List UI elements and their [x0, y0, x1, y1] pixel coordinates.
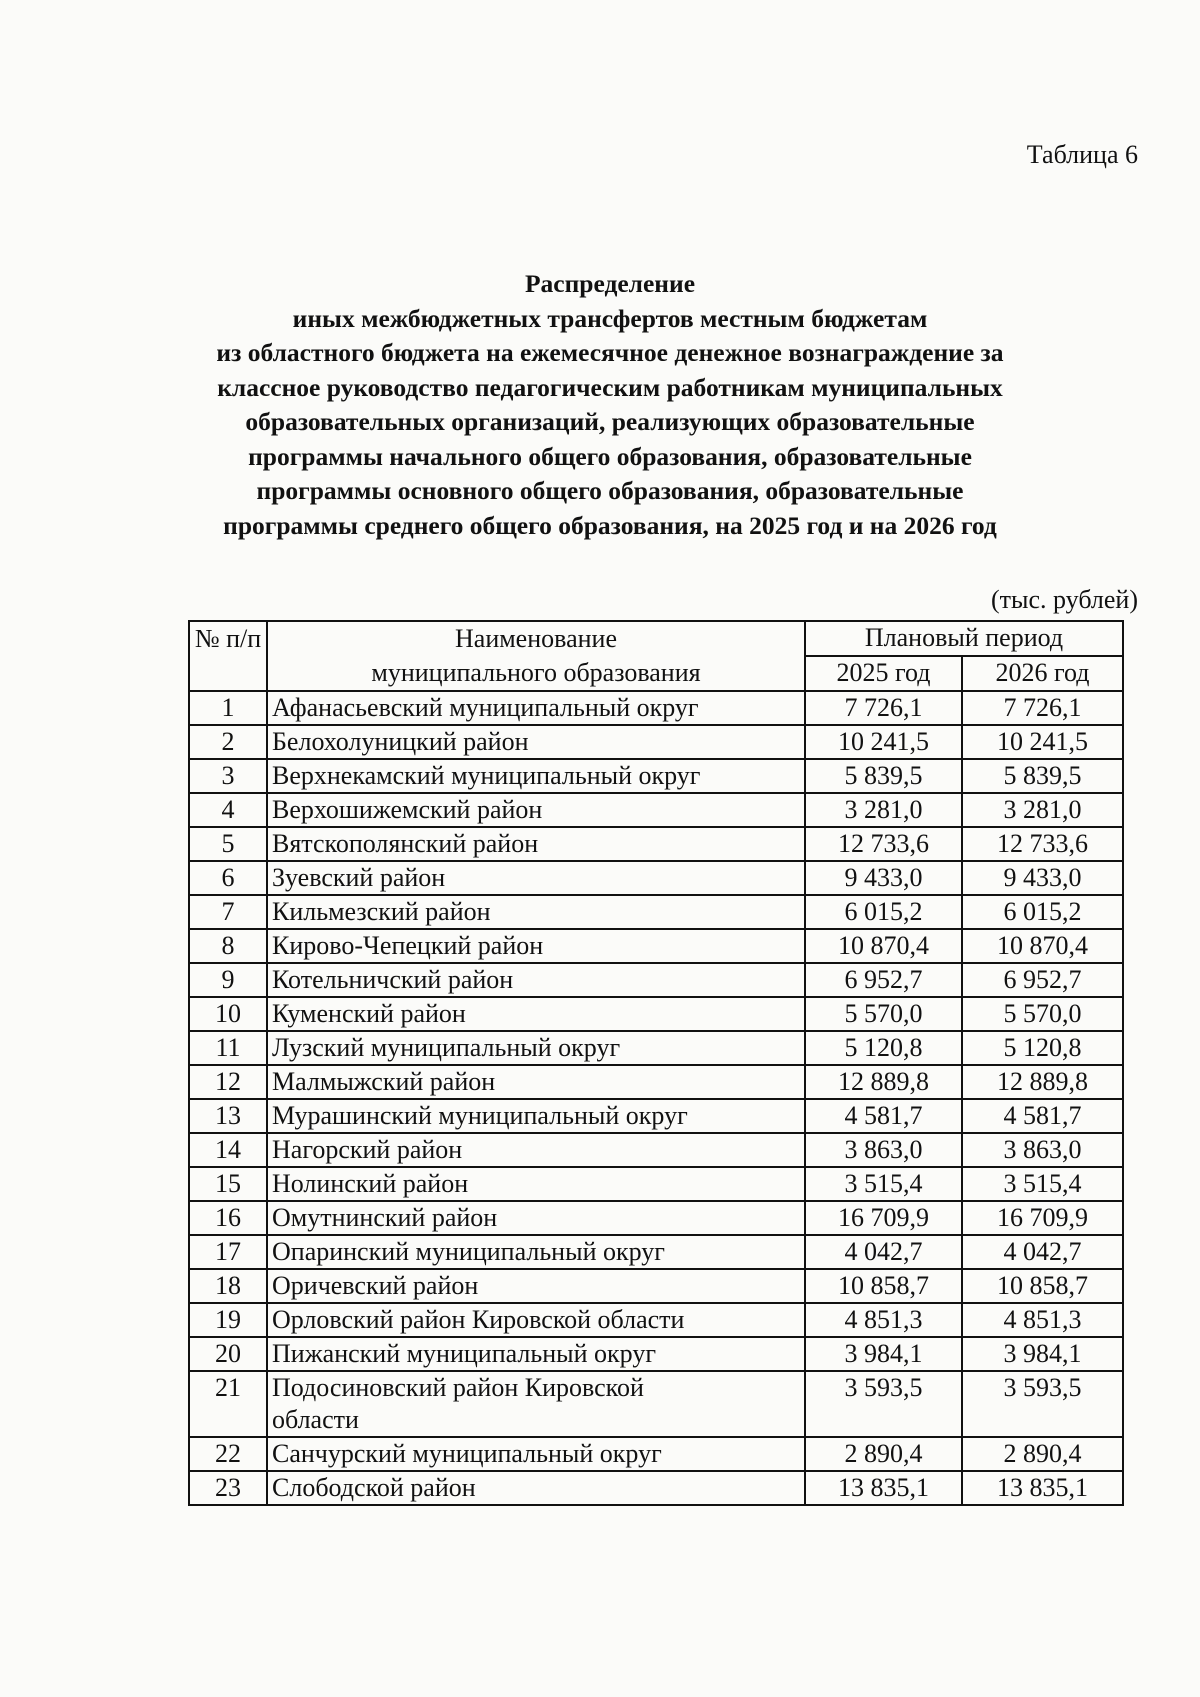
- title-line: программы основного общего образования, образовательные: [256, 476, 964, 505]
- municipality-name: Зуевский район: [267, 861, 805, 895]
- header-name-line2: муниципального образования: [371, 658, 701, 687]
- municipality-name: Кильмезский район: [267, 895, 805, 929]
- header-name: [267, 621, 805, 691]
- value-2025: 3 281,0: [805, 793, 962, 827]
- municipality-name: Орловский район Кировской области: [267, 1303, 805, 1337]
- header-number-text: № п/п: [194, 624, 262, 653]
- row-number: 7: [189, 895, 267, 929]
- value-2026: 10 241,5: [962, 725, 1123, 759]
- value-2026: 10 870,4: [962, 929, 1123, 963]
- row-number: 6: [189, 861, 267, 895]
- table-row: [189, 929, 1123, 963]
- table-row: [189, 1133, 1123, 1167]
- value-2026: 10 858,7: [962, 1269, 1123, 1303]
- row-number: 14: [189, 1133, 267, 1167]
- value-2025: 4 851,3: [805, 1303, 962, 1337]
- municipality-name: Оричевский район: [267, 1269, 805, 1303]
- municipality-name: Куменский район: [267, 997, 805, 1031]
- header-name-line1: Наименование: [455, 624, 617, 653]
- value-2025: 12 889,8: [805, 1065, 962, 1099]
- value-2025: 6 015,2: [805, 895, 962, 929]
- municipality-name: Верхошижемский район: [267, 793, 805, 827]
- row-number: 2: [189, 725, 267, 759]
- title-line: программы начального общего образования, образовательные: [248, 441, 972, 471]
- row-number: 16: [189, 1201, 267, 1235]
- row-number: 10: [189, 997, 267, 1031]
- value-2025: 3 515,4: [805, 1167, 962, 1201]
- value-2025: 6 952,7: [805, 963, 962, 997]
- value-2026: 3 281,0: [962, 793, 1123, 827]
- value-2026: 12 889,8: [962, 1065, 1123, 1099]
- table-row: [189, 1371, 1123, 1437]
- municipality-name: Белохолуницкий район: [267, 725, 805, 759]
- value-2026: 2 890,4: [962, 1437, 1123, 1471]
- value-2025: 5 570,0: [805, 997, 962, 1031]
- value-2025: 16 709,9: [805, 1201, 962, 1235]
- value-2025: 13 835,1: [805, 1471, 962, 1505]
- municipality-name: Кирово-Чепецкий район: [267, 929, 805, 963]
- table-row: [189, 861, 1123, 895]
- table-number-label: Таблица 6: [1026, 140, 1138, 169]
- municipality-name: Нолинский район: [267, 1167, 805, 1201]
- value-2026: 16 709,9: [962, 1201, 1123, 1235]
- municipality-name: Опаринский муниципальный округ: [267, 1235, 805, 1269]
- table-row: [189, 1099, 1123, 1133]
- value-2026: 4 581,7: [962, 1099, 1123, 1133]
- municipality-name: Мурашинский муниципальный округ: [267, 1099, 805, 1133]
- row-number: 1: [189, 691, 267, 725]
- value-2026: 13 835,1: [962, 1471, 1123, 1505]
- units-note: (тыс. рублей): [990, 585, 1138, 614]
- header-period: Плановый период: [805, 621, 1123, 656]
- title-line: иных межбюджетных трансфертов местным бюджетам: [292, 303, 928, 333]
- distribution-table: [188, 620, 1124, 1506]
- document-title: [160, 267, 1060, 543]
- value-2025: 2 890,4: [805, 1437, 962, 1471]
- municipality-name: Пижанский муниципальный округ: [267, 1337, 805, 1371]
- table-row: [189, 1303, 1123, 1337]
- value-2025: 12 733,6: [805, 827, 962, 861]
- row-number: 12: [189, 1065, 267, 1099]
- value-2026: 5 570,0: [962, 997, 1123, 1031]
- table-row: [189, 1269, 1123, 1303]
- value-2025: 7 726,1: [805, 691, 962, 725]
- municipality-name: Котельничский район: [267, 963, 805, 997]
- row-number: 5: [189, 827, 267, 861]
- value-2026: 5 120,8: [962, 1031, 1123, 1065]
- row-number: 9: [189, 963, 267, 997]
- value-2026: 9 433,0: [962, 861, 1123, 895]
- municipality-name: Слободской район: [267, 1471, 805, 1505]
- municipality-name: Вятскополянский район: [267, 827, 805, 861]
- row-number: 11: [189, 1031, 267, 1065]
- value-2025: 10 870,4: [805, 929, 962, 963]
- table-row: [189, 793, 1123, 827]
- municipality-name: Малмыжский район: [267, 1065, 805, 1099]
- header-year-2026: 2026 год: [962, 656, 1123, 691]
- value-2026: 3 984,1: [962, 1337, 1123, 1371]
- title-line: Распределение: [524, 269, 696, 298]
- value-2025: 10 858,7: [805, 1269, 962, 1303]
- table-row: [189, 963, 1123, 997]
- row-number: 15: [189, 1167, 267, 1201]
- row-number: 13: [189, 1099, 267, 1133]
- row-number: 20: [189, 1337, 267, 1371]
- value-2026: 6 015,2: [962, 895, 1123, 929]
- header-year-2025: 2025 год: [805, 656, 962, 691]
- row-number: 21: [189, 1371, 267, 1437]
- row-number: 18: [189, 1269, 267, 1303]
- value-2025: 4 042,7: [805, 1235, 962, 1269]
- value-2025: 9 433,0: [805, 861, 962, 895]
- table-row: [189, 1437, 1123, 1471]
- row-number: 22: [189, 1437, 267, 1471]
- title-line: из областного бюджета на ежемесячное денежное вознаграждение за: [216, 338, 1004, 367]
- title-line: программы среднего общего образования, на 2025 год и на 2026 год: [223, 510, 997, 540]
- row-number: 17: [189, 1235, 267, 1269]
- table-row: [189, 759, 1123, 793]
- value-2026: 12 733,6: [962, 827, 1123, 861]
- municipality-name: Нагорский район: [267, 1133, 805, 1167]
- header-number: [189, 621, 267, 691]
- table-row: [189, 1065, 1123, 1099]
- table-body: [189, 691, 1123, 1505]
- table-row: [189, 997, 1123, 1031]
- value-2025: 10 241,5: [805, 725, 962, 759]
- value-2026: 4 042,7: [962, 1235, 1123, 1269]
- value-2025: 3 984,1: [805, 1337, 962, 1371]
- value-2026: 4 851,3: [962, 1303, 1123, 1337]
- value-2026: 3 515,4: [962, 1167, 1123, 1201]
- municipality-name: Подосиновский район Кировской области: [267, 1371, 805, 1437]
- value-2026: 6 952,7: [962, 963, 1123, 997]
- row-number: 19: [189, 1303, 267, 1337]
- table-row: [189, 827, 1123, 861]
- table-row: [189, 1031, 1123, 1065]
- value-2025: 3 863,0: [805, 1133, 962, 1167]
- municipality-name: Санчурский муниципальный округ: [267, 1437, 805, 1471]
- value-2025: 3 593,5: [805, 1371, 962, 1437]
- municipality-name: Лузский муниципальный округ: [267, 1031, 805, 1065]
- table-row: [189, 1201, 1123, 1235]
- value-2025: 5 120,8: [805, 1031, 962, 1065]
- municipality-name: Верхнекамский муниципальный округ: [267, 759, 805, 793]
- row-number: 3: [189, 759, 267, 793]
- municipality-name: Омутнинский район: [267, 1201, 805, 1235]
- table-row: [189, 1167, 1123, 1201]
- municipality-name: Афанасьевский муниципальный округ: [267, 691, 805, 725]
- table-row: [189, 895, 1123, 929]
- row-number: 4: [189, 793, 267, 827]
- value-2025: 5 839,5: [805, 759, 962, 793]
- value-2026: 7 726,1: [962, 691, 1123, 725]
- row-number: 8: [189, 929, 267, 963]
- title-line: образовательных организаций, реализующих образовательные: [245, 407, 975, 436]
- value-2026: 5 839,5: [962, 759, 1123, 793]
- table-row: [189, 725, 1123, 759]
- value-2026: 3 593,5: [962, 1371, 1123, 1437]
- value-2025: 4 581,7: [805, 1099, 962, 1133]
- table-row: [189, 1235, 1123, 1269]
- table-row: [189, 1471, 1123, 1505]
- row-number: 23: [189, 1471, 267, 1505]
- table-row: [189, 691, 1123, 725]
- title-line: классное руководство педагогическим работникам муниципальных: [217, 372, 1003, 402]
- value-2026: 3 863,0: [962, 1133, 1123, 1167]
- table-row: [189, 1337, 1123, 1371]
